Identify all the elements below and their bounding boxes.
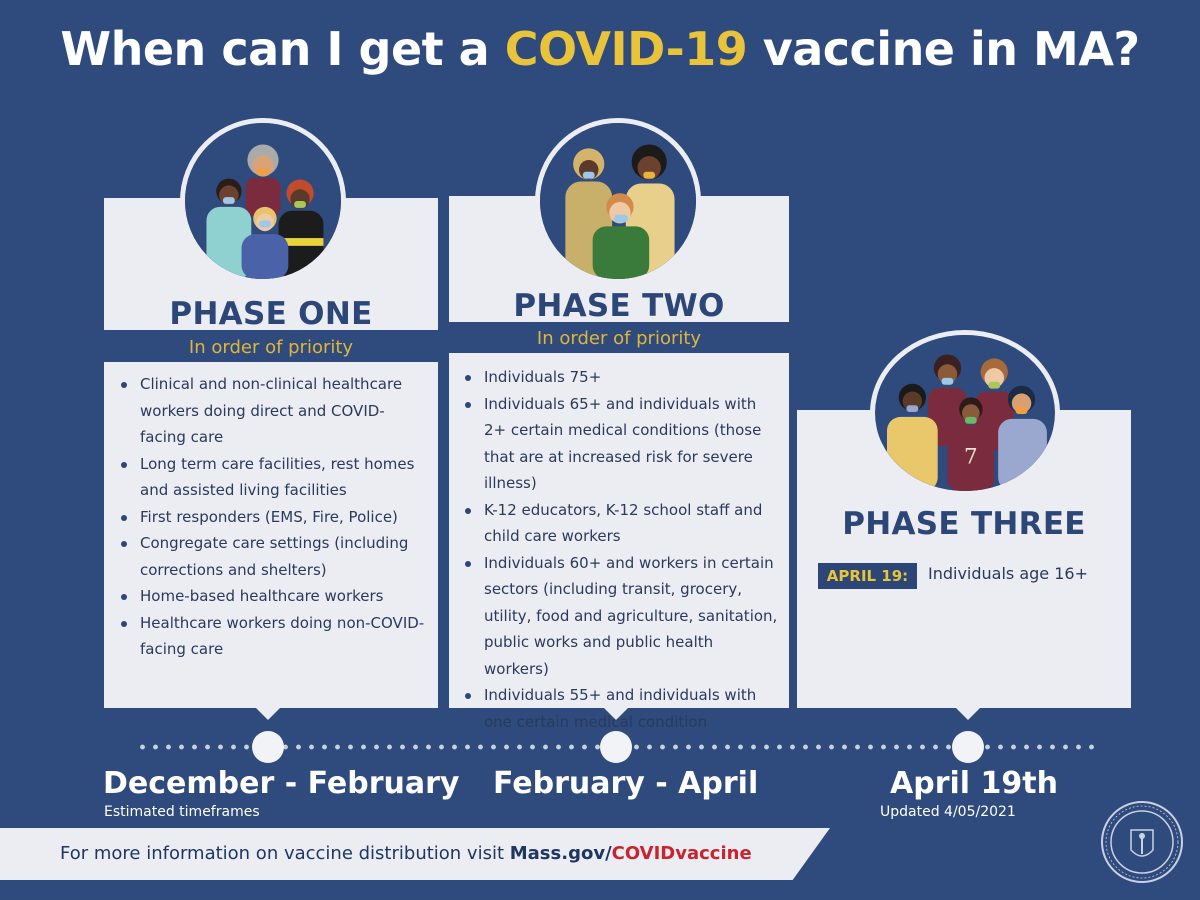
list-item: Individuals 75+ bbox=[462, 364, 778, 391]
phase-two-heading: PHASE TWO bbox=[513, 288, 725, 324]
title-highlight: COVID-19 bbox=[504, 22, 748, 76]
timeline-label-phase-three: April 19th bbox=[890, 766, 1058, 801]
healthcare-workers-icon bbox=[185, 123, 341, 279]
list-item: Long term care facilities, rest homes and assisted living facilities bbox=[118, 451, 428, 504]
phase-two-pointer bbox=[604, 708, 628, 720]
phase-three-illustration bbox=[870, 330, 1060, 496]
phase-two-subheading: In order of priority bbox=[536, 328, 702, 349]
timeline-marker bbox=[600, 731, 632, 763]
svg-text:7: 7 bbox=[964, 444, 978, 470]
list-item: Congregate care settings (including corrections and shelters) bbox=[118, 530, 428, 583]
massachusetts-seal-icon bbox=[1100, 800, 1184, 884]
footer-link-slash[interactable]: / bbox=[605, 843, 612, 864]
list-item: Healthcare workers doing non-COVID-facing care bbox=[118, 610, 428, 663]
phase-one-heading: PHASE ONE bbox=[169, 296, 373, 332]
phase-three-date-badge: APRIL 19: bbox=[818, 563, 917, 589]
footer-link-path[interactable]: COVIDvaccine bbox=[611, 843, 752, 864]
people-group-icon bbox=[540, 123, 696, 279]
phase-two-list bbox=[462, 364, 778, 735]
list-item: Individuals 65+ and individuals with 2+ certain medical conditions (those that are at increased risk for severe illness) bbox=[462, 391, 778, 497]
timeline-marker bbox=[952, 731, 984, 763]
list-item: Home-based healthcare workers bbox=[118, 583, 428, 610]
phase-two-illustration bbox=[535, 118, 701, 284]
phase-three-pointer bbox=[956, 708, 980, 720]
list-item: Clinical and non-clinical healthcare workers doing direct and COVID-facing care bbox=[118, 371, 428, 451]
timeline-sub-phase-three: Updated 4/05/2021 bbox=[880, 804, 1016, 820]
list-item: First responders (EMS, Fire, Police) bbox=[118, 504, 428, 531]
phase-one-subheading: In order of priority bbox=[188, 337, 354, 358]
timeline-sub-phase-one: Estimated timeframes bbox=[104, 804, 260, 820]
list-item: Individuals 60+ and workers in certain sectors (including transit, grocery, utility, food and agriculture, sanitation, public works and public health workers) bbox=[462, 550, 778, 683]
phase-one-pointer bbox=[256, 708, 280, 720]
title-suffix: vaccine in MA? bbox=[747, 22, 1140, 76]
title-prefix: When can I get a bbox=[60, 22, 505, 76]
phase-three-text: Individuals age 16+ bbox=[928, 564, 1088, 583]
footer-lead: For more information on vaccine distribution visit bbox=[60, 843, 510, 864]
timeline-label-phase-two: February - April bbox=[493, 766, 759, 801]
footer-link-site[interactable]: Mass.gov bbox=[509, 843, 606, 864]
list-item: K-12 educators, K-12 school staff and child care workers bbox=[462, 497, 778, 550]
phase-one-illustration bbox=[180, 118, 346, 284]
list-item: Individuals 55+ and individuals with one certain medical condition bbox=[462, 682, 778, 735]
people-group-icon bbox=[875, 335, 1055, 491]
page-title bbox=[0, 22, 1200, 76]
timeline-marker bbox=[252, 731, 284, 763]
footer-text bbox=[60, 843, 752, 864]
phase-three-heading: PHASE THREE bbox=[842, 506, 1086, 542]
phase-one-list bbox=[118, 371, 428, 663]
timeline-label-phase-one: December - February bbox=[103, 766, 460, 801]
